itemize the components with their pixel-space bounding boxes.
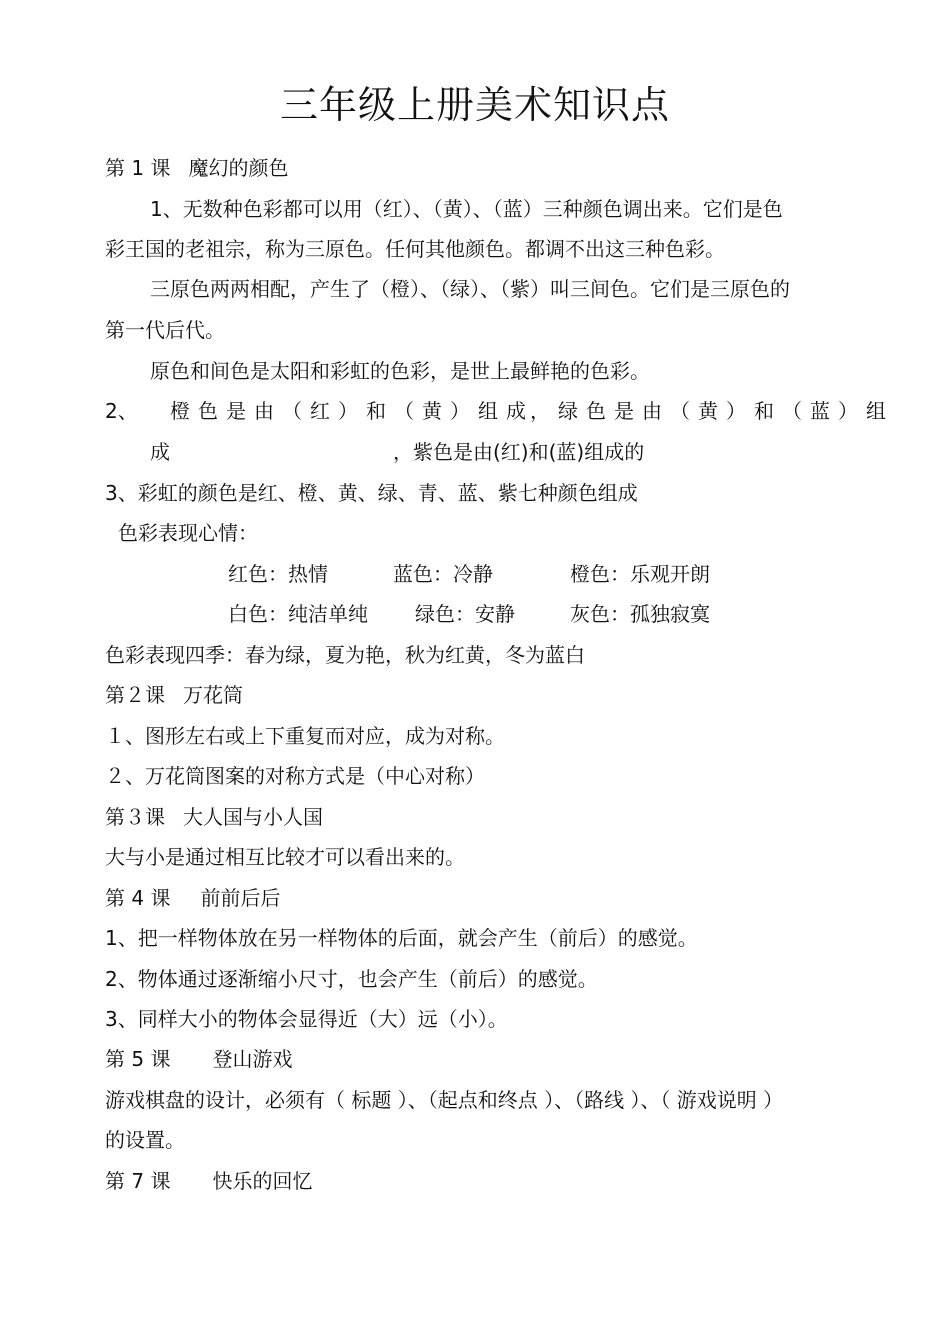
lesson-3-heading bbox=[105, 803, 323, 831]
paragraph-line: 三原色两两相配，产生了（橙）、（绿）、（紫）叫三间色。它们是三原色的 bbox=[150, 277, 790, 301]
mood-item: 灰色：孤独寂寞 bbox=[570, 602, 710, 626]
paragraph-line: ，紫色是由(红)和(蓝)组成的 bbox=[393, 440, 645, 464]
paragraph-line: 1、把一样物体放在另一样物体的后面，就会产生（前后）的感觉。 bbox=[105, 926, 698, 950]
lesson-number: 第３课 bbox=[105, 805, 165, 829]
lesson-7-heading bbox=[105, 1167, 312, 1195]
lesson-title: 万花筒 bbox=[183, 683, 243, 707]
lesson-title: 登山游戏 bbox=[212, 1047, 293, 1071]
paragraph-line: １、图形左右或上下重复而对应，成为对称。 bbox=[105, 724, 505, 748]
paragraph-line: 原色和间色是太阳和彩虹的色彩，是世上最鲜艳的色彩。 bbox=[150, 359, 650, 383]
mood-item: 白色：纯洁单纯 bbox=[228, 602, 368, 626]
mood-item: 蓝色：冷静 bbox=[393, 562, 493, 586]
list-number: 2、 bbox=[105, 399, 138, 423]
paragraph-line: 2、物体通过逐渐缩小尺寸，也会产生（前后）的感觉。 bbox=[105, 967, 598, 991]
lesson-title: 前前后后 bbox=[200, 886, 281, 910]
paragraph-line: 第一代后代。 bbox=[105, 318, 225, 342]
paragraph-line: ２、万花筒图案的对称方式是（中心对称） bbox=[105, 764, 485, 788]
paragraph-line: 3、同样大小的物体会显得近（大）远（小）。 bbox=[105, 1007, 508, 1031]
lesson-title: 大人国与小人国 bbox=[183, 805, 323, 829]
lesson-number: 第 7 课 bbox=[105, 1169, 171, 1193]
lesson-5-heading bbox=[105, 1045, 292, 1073]
paragraph-line: 1、无数种色彩都可以用（红）、（黄）、（蓝）三种颜色调出来。它们是色 bbox=[150, 197, 783, 221]
paragraph-line: 成 bbox=[150, 440, 170, 464]
mood-item: 绿色：安静 bbox=[415, 602, 515, 626]
lesson-title: 快乐的回忆 bbox=[212, 1169, 313, 1193]
paragraph-line: 游戏棋盘的设计，必须有（ 标题 ）、（起点和终点 ）、（路线 ）、（ 游戏说明 ） bbox=[105, 1088, 784, 1112]
paragraph-line: 彩王国的老祖宗，称为三原色。任何其他颜色。都调不出这三种色彩。 bbox=[105, 237, 725, 261]
lesson-number: 第 4 课 bbox=[105, 886, 171, 910]
lesson-2-heading bbox=[105, 681, 243, 709]
paragraph-line: 的设置。 bbox=[105, 1128, 185, 1152]
lesson-number: 第 1 课 bbox=[105, 156, 171, 180]
paragraph-line: 色彩表现四季：春为绿，夏为艳，秋为红黄，冬为蓝白 bbox=[105, 643, 585, 667]
mood-item: 橙色：乐观开朗 bbox=[570, 562, 710, 586]
lesson-number: 第 5 课 bbox=[105, 1047, 171, 1071]
lesson-1-heading bbox=[105, 154, 288, 182]
lesson-number: 第２课 bbox=[105, 683, 165, 707]
page-title: 三年级上册美术知识点 bbox=[279, 83, 670, 127]
paragraph-line: 大与小是通过相互比较才可以看出来的。 bbox=[105, 845, 465, 869]
paragraph-line: 橙色是由（红）和（黄）组成 bbox=[170, 399, 534, 423]
paragraph-line: 3、彩虹的颜色是红、橙、黄、绿、青、蓝、紫七种颜色组成 bbox=[105, 481, 638, 505]
mood-item: 红色：热情 bbox=[228, 562, 328, 586]
lesson-4-heading bbox=[105, 884, 280, 912]
paragraph-line: ，绿色是由（黄）和（蓝）组 bbox=[530, 399, 894, 423]
mood-heading: 色彩表现心情： bbox=[118, 521, 258, 545]
lesson-title: 魔幻的颜色 bbox=[188, 156, 289, 180]
